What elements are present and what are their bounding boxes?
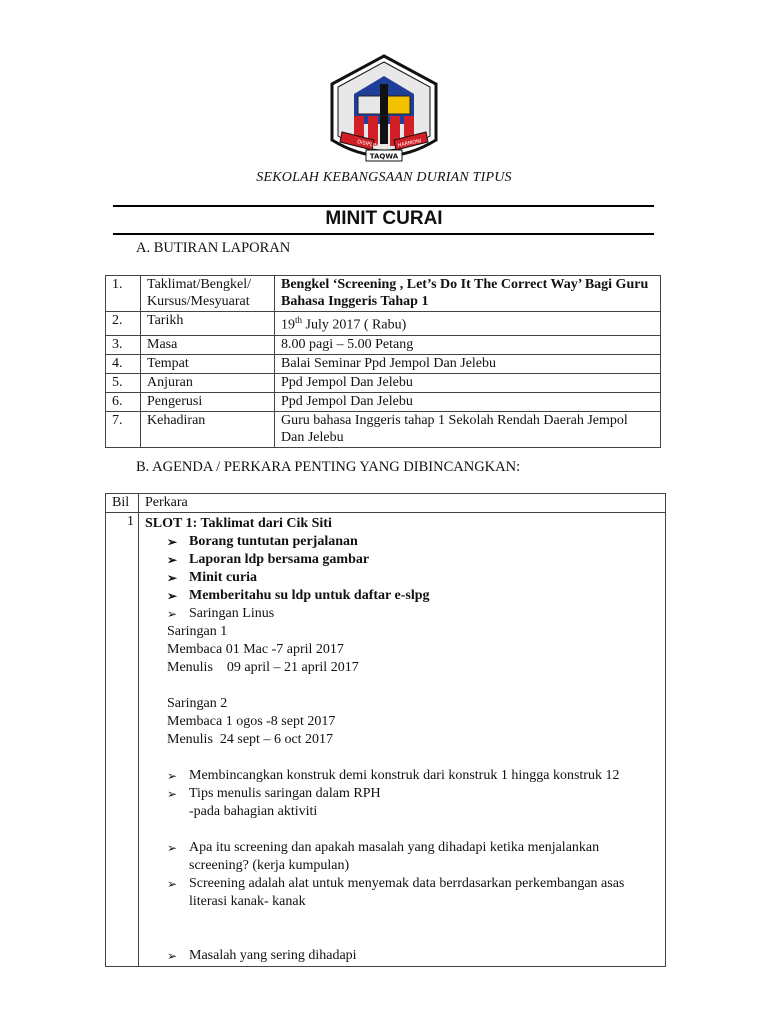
list-item: ➢ Saringan Linus xyxy=(167,606,275,621)
document-title: MINIT CURAI xyxy=(325,208,443,229)
saringan-1-membaca: Membaca 01 Mac -7 april 2017 xyxy=(167,642,344,657)
list-item: ➢ Tips menulis saringan dalam RPH -pada bahagian aktiviti xyxy=(167,786,381,819)
row-label: Anjuran xyxy=(141,373,275,392)
arrow-bullet-icon: ➢ xyxy=(167,553,178,567)
row-value: Bengkel ‘Screening , Let’s Do It The Correct Way’ Bagi Guru Bahasa Inggeris Tahap 1 xyxy=(275,276,661,312)
row-number: 7. xyxy=(106,411,141,447)
section-a-heading: A. BUTIRAN LAPORAN xyxy=(136,240,291,256)
problem-list xyxy=(145,947,659,965)
bold-item-list xyxy=(145,533,659,623)
list-item: ➢ Memberitahu su ldp untuk daftar e-slpg xyxy=(167,588,430,603)
arrow-bullet-icon: ➢ xyxy=(167,571,178,585)
row-number: 4. xyxy=(106,354,141,373)
arrow-bullet-icon: ➢ xyxy=(167,769,178,783)
date-suffix: th xyxy=(295,315,303,325)
svg-text:DISIPLIN: DISIPLIN xyxy=(356,139,379,150)
row-value xyxy=(275,312,661,336)
row-number: 1 xyxy=(106,513,139,967)
list-item: ➢ Borang tuntutan perjalanan xyxy=(167,534,358,549)
discussion-list xyxy=(145,767,659,821)
table-row xyxy=(106,276,661,312)
row-label: Pengerusi xyxy=(141,392,275,411)
row-label: Taklimat/Bengkel/ Kursus/Mesyuarat xyxy=(141,276,275,312)
table-row xyxy=(106,513,666,967)
table-row xyxy=(106,354,661,373)
table-header-row xyxy=(106,494,666,513)
list-item: ➢ Minit curia xyxy=(167,570,258,585)
list-item: ➢ Laporan ldp bersama gambar xyxy=(167,552,370,567)
row-value: 8.00 pagi – 5.00 Petang xyxy=(275,335,661,354)
row-value: Ppd Jempol Dan Jelebu xyxy=(275,392,661,411)
svg-text:TAQWA: TAQWA xyxy=(369,152,399,161)
slot-title: SLOT 1: Taklimat dari Cik Siti xyxy=(145,516,332,531)
row-number: 1. xyxy=(106,276,141,312)
row-label: Tarikh xyxy=(141,312,275,336)
list-item: ➢ Masalah yang sering dihadapi xyxy=(167,948,357,963)
arrow-bullet-icon: ➢ xyxy=(167,877,178,891)
saringan-2-membaca: Membaca 1 ogos -8 sept 2017 xyxy=(167,714,336,729)
arrow-bullet-icon: ➢ xyxy=(167,535,178,549)
column-header-bil: Bil xyxy=(106,494,139,513)
arrow-bullet-icon: ➢ xyxy=(167,589,178,603)
saringan-1-title: Saringan 1 xyxy=(167,624,228,639)
title-rule-top xyxy=(113,205,654,207)
section-b-heading: B. AGENDA / PERKARA PENTING YANG DIBINCANGKAN: xyxy=(136,459,521,475)
row-value: Balai Seminar Ppd Jempol Dan Jelebu xyxy=(275,354,661,373)
saringan-1-menulis: Menulis 09 april – 21 april 2017 xyxy=(167,660,359,675)
row-label: Masa xyxy=(141,335,275,354)
row-label: Tempat xyxy=(141,354,275,373)
saringan-2-menulis: Menulis 24 sept – 6 oct 2017 xyxy=(167,732,334,747)
row-number: 3. xyxy=(106,335,141,354)
table-row xyxy=(106,411,661,447)
row-value: Guru bahasa Inggeris tahap 1 Sekolah Rendah Daerah Jempol Dan Jelebu xyxy=(275,411,661,447)
report-details-table xyxy=(105,275,661,448)
date-rest: July 2017 ( Rabu) xyxy=(302,317,407,333)
arrow-bullet-icon: ➢ xyxy=(167,949,178,963)
row-value: Ppd Jempol Dan Jelebu xyxy=(275,373,661,392)
school-crest-logo xyxy=(324,54,444,170)
table-row xyxy=(106,373,661,392)
table-row xyxy=(106,392,661,411)
arrow-bullet-icon: ➢ xyxy=(167,607,178,621)
table-row xyxy=(106,335,661,354)
arrow-bullet-icon: ➢ xyxy=(167,787,178,801)
list-item: ➢ Membincangkan konstruk demi konstruk dari konstruk 1 hingga konstruk 12 xyxy=(167,768,620,783)
table-row xyxy=(106,312,661,336)
agenda-table xyxy=(105,493,666,967)
school-name: SEKOLAH KEBANGSAAN DURIAN TIPUS xyxy=(256,170,512,185)
list-item: ➢ Apa itu screening dan apakah masalah yang dihadapi ketika menjalankan screening? (kerja kumpulan) xyxy=(167,840,600,873)
tips-sub-note: -pada bahagian aktiviti xyxy=(189,804,318,819)
title-rule-bottom xyxy=(113,233,654,235)
row-number: 2. xyxy=(106,312,141,336)
saringan-2-title: Saringan 2 xyxy=(167,696,228,711)
row-number: 5. xyxy=(106,373,141,392)
agenda-content xyxy=(139,513,666,967)
date-day: 19 xyxy=(281,317,295,333)
row-label: Kehadiran xyxy=(141,411,275,447)
row-number: 6. xyxy=(106,392,141,411)
list-item: ➢ Screening adalah alat untuk menyemak data berrdasarkan perkembangan asas literasi kanak- kanak xyxy=(167,876,625,909)
arrow-bullet-icon: ➢ xyxy=(167,841,178,855)
screening-list xyxy=(145,839,659,911)
column-header-perkara: Perkara xyxy=(139,494,666,513)
svg-text:HARMONI: HARMONI xyxy=(397,138,423,149)
